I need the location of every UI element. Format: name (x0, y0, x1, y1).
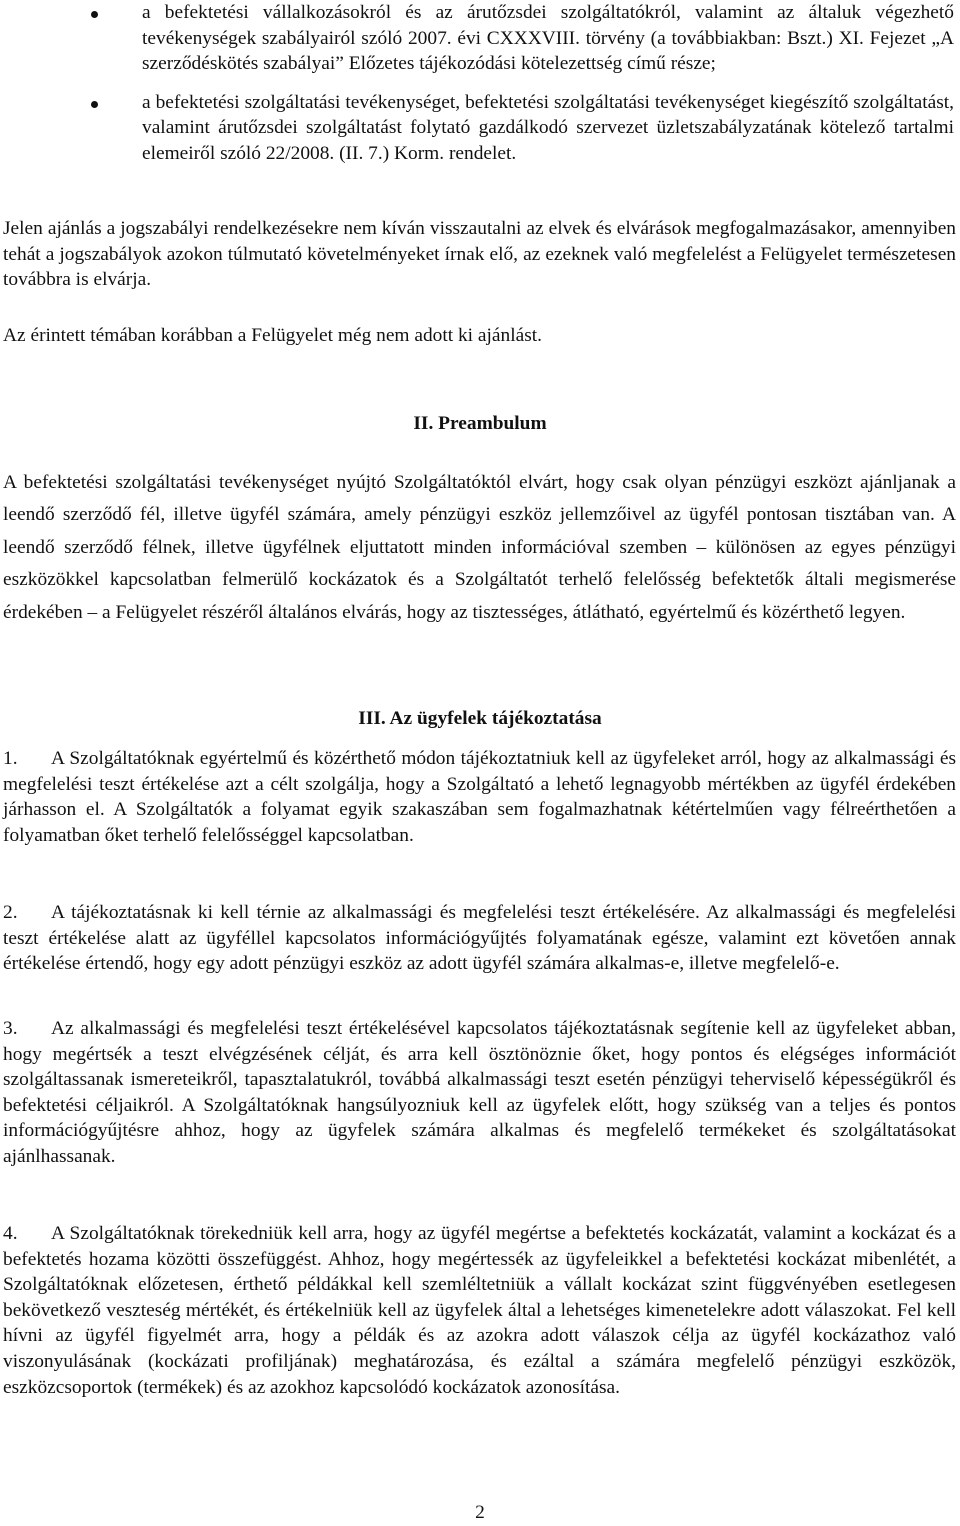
no-prior-recommendation: Az érintett témában korábban a Felügyelet még nem adott ki ajánlást. (3, 325, 542, 346)
paragraph-text: A tájékoztatásnak ki kell térnie az alkalmassági és megfelelési teszt értékelésére. Az alkalmassági és megfelelési teszt értékelése alatt az ügyféllel kapcsolatos információgyűjtés folyamatának egésze, valamint ezt követően annak értékelése értendő, hogy egy adott pénzügyi eszköz az adott ügyfél számára alkalmas-e, illetve megfelelő-e. (3, 902, 956, 975)
list-item (142, 0, 954, 77)
section-heading-preambulum: II. Preambulum (413, 413, 547, 434)
bullet-icon (91, 11, 98, 18)
paragraph-text: A Szolgáltatóknak egyértelmű és közérthető módon tájékoztatniuk kell az ügyfeleket arról, hogy az alkalmassági és megfelelési teszt értékelése azt a célt szolgálja, hogy a Szolgáltató a lehető legnagyobb mértékben az ügyfél érdekében járhasson el. A Szolgáltatók a folyamat egyik szakaszában sem fogalmazhatnak kétértelműen vagy félreérthetően a folyamatban őket terhelő felelősséggel kapcsolatban. (3, 748, 956, 846)
paragraph-number: 2. (3, 902, 18, 923)
numbered-paragraph-1 (3, 746, 956, 848)
paragraph-text: A Szolgáltatóknak törekedniük kell arra, hogy az ügyfél megértse a befektetés kockázatát, valamint a kockázat és a befektetés hozama közötti összefüggést. Ahhoz, hogy megértessék az ügyfeleikkel a befektetési kockázat mibenlétét, a Szolgáltatóknak előzetesen, érthető példákkal kell szemléltetniük a vállalt kockázat szint függvényében esetlegesen bekövetkező veszteség mértékét, és értékelniük kell az ügyfelek által a lehetséges kimenetelekre adott válaszokat. Fel kell hívni az ügyfél figyelmét arra, hogy a példák és az azokra adott válaszok célja az ügyfél kockázathoz való viszonyulásának (kockázati profiljának) meghatározása, és ezáltal a számára megfelelő pénzügyi eszközök, eszközcsoportok (termékek) és az azokhoz kapcsolódó kockázatok azonosítása. (3, 1223, 956, 1398)
numbered-paragraph-4 (3, 1221, 956, 1400)
paragraph-text: Az alkalmassági és megfelelési teszt értékelésével kapcsolatos tájékoztatásnak segítenie kell az ügyfeleket abban, hogy megértsék a teszt elvégzésének célját, és arra kell ösztönöznie őket, hogy pontos és elégséges információt szolgáltassanak ismereteikről, tapasztalatukról, továbbá alkalmassági teszt esetén pénzügyi teherviselő képességükről és befektetési céljaikról. A Szolgáltatóknak hangsúlyozniuk kell az ügyfelek előtt, hogy szükség van a teljes és pontos információgyűjtésre ahhoz, hogy az ügyfelek számára alkalmas és megfelelő termékeket és szolgáltatásokat ajánlhassanak. (3, 1018, 956, 1167)
list-item-text: a befektetési szolgáltatási tevékenységet, befektetési szolgáltatási tevékenységet kiegészítő szolgáltatást, valamint árutőzsdei szolgáltatást folytató gazdálkodó szervezet üzletszabályzatának kötelező tartalmi elemeiről szóló 22/2008. (II. 7.) Korm. rendelet. (142, 91, 954, 164)
list-item (142, 90, 954, 167)
bullet-icon (91, 101, 98, 108)
numbered-paragraph-3 (3, 1016, 956, 1170)
preambulum-paragraph: A befektetési szolgáltatási tevékenységet nyújtó Szolgáltatóktól elvárt, hogy csak olyan pénzügyi eszközt ajánljanak a leendő szerződő fél, illetve ügyfél számára, amely pénzügyi eszköz jellemzőivel az ügyfél pontosan tisztában van. A leendő szerződő félnek, illetve ügyfélnek eljuttatott minden információval szemben – különösen az egyes pénzügyi eszközökkel kapcsolatban felmerülő kockázatok és a Szolgáltatót terhelő felelősség befektetők általi megismerése érdekében – a Felügyelet részéről általános elvárás, hogy az tisztességes, átlátható, egyértelmű és közérthető legyen. (3, 472, 956, 623)
section-heading-client-information: III. Az ügyfelek tájékoztatása (358, 708, 602, 729)
intro-paragraph: Jelen ajánlás a jogszabályi rendelkezésekre nem kíván visszautalni az elvek és elvárások megfogalmazásakor, amennyiben tehát a jogszabályok azokon túlmutató követelményeket írnak elő, az ezeknek való megfelelést a Felügyelet természetesen továbbra is elvárja. (3, 218, 956, 291)
list-item-text: a befektetési vállalkozásokról és az árutőzsdei szolgáltatókról, valamint az általuk végezhető tevékenységek szabályairól szóló 2007. évi CXXXVIII. törvény (a továbbiakban: Bszt.) XI. Fejezet „A szerződéskötés szabályai” Előzetes tájékozódási kötelezettség című része; (142, 2, 954, 75)
legal-reference-list (0, 0, 960, 167)
paragraph-number: 4. (3, 1223, 18, 1244)
page-number: 2 (475, 1502, 485, 1523)
paragraph-number: 3. (3, 1018, 18, 1039)
numbered-paragraph-2 (3, 900, 956, 977)
paragraph-number: 1. (3, 748, 18, 769)
